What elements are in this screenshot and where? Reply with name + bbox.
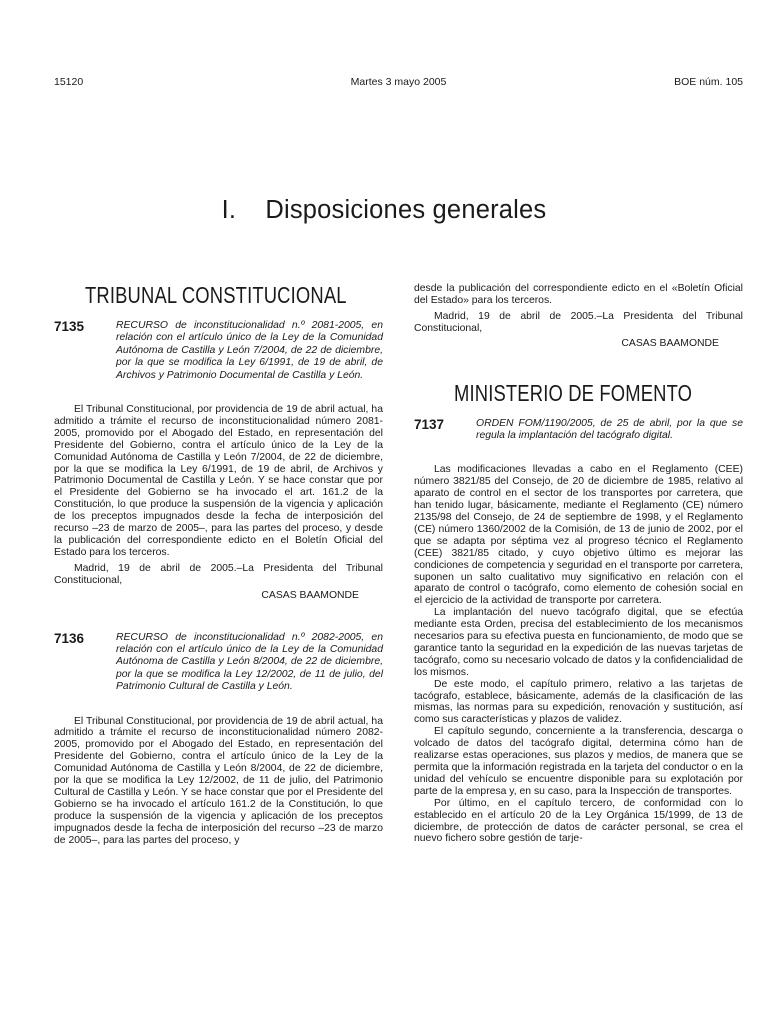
issue-date: Martes 3 mayo 2005 xyxy=(350,76,447,88)
entry-summary: RECURSO de inconstitucionalidad n.º 2081-2005, en relación con el artículo único de la Ley de la Comunidad Autónoma de Castilla y León 7/2004, de 22 de diciembre, por la que se modifica la Ley 6/1991, de 19 de abril, de Archivos y Patrimonio Documental de Castilla y León. xyxy=(116,320,383,381)
entry-7136 xyxy=(54,632,383,694)
entry-number: 7136 xyxy=(54,630,85,646)
entry-paragraph: El capítulo segundo, concerniente a la transferencia, descarga o volcado de datos del tacógrafo digital, determina cómo han de realizarse estas operaciones, sus plazos y medios, de manera que se permita que la información registrada en la tarjeta del conductor o en la unidad del vehículo se encuentre disponible para su explotación por parte de la empresa y, en su caso, para la Inspección de transportes. xyxy=(414,726,743,797)
entry-body: El Tribunal Constitucional, por providencia de 19 de abril actual, ha admitido a trámite el recurso de inconstitucionalidad número 2081-2005, promovido por el Abogado del Estado, en representación del Presidente del Gobierno, contra el artículo único de la Ley de la Comunidad Autónoma de Castilla y León 7/2004, de 22 de diciembre, por la que se modifica la Ley 6/1991, de 19 de abril, de Archivos y Patrimonio Documental de Castilla y León. Y se hace constar que por el Presidente del Gobierno se ha invocado el art. 161.2 de la Constitución, lo que produce la suspensión de la vigencia y aplicación de los preceptos impugnados desde la fecha de interposición del recurso –23 de marzo de 2005–, para las partes del proceso, y desde la publicación del correspondiente edicto en el Boletín Oficial del Estado para los terceros. xyxy=(54,404,383,558)
entry-body: El Tribunal Constitucional, por providencia de 19 de abril actual, ha admitido a trámite el recurso de inconstitucionalidad número 2082-2005, promovido por el Abogado del Estado, en representación del Presidente del Gobierno, contra el artículo único de la Ley de la Comunidad Autónoma de Castilla y León 8/2004, de 22 de diciembre, por la que se modifica la Ley 12/2002, de 11 de julio, del Patrimonio Cultural de Castilla y León. Y se hace constar que por el Presidente del Gobierno se ha invocado el artículo 161.2 de la Constitución, lo que produce la suspensión de la vigencia y aplicación de los preceptos impugnados desde la fecha de interposición del recurso –23 de marzo de 2005–, para las partes del proceso, y xyxy=(54,715,383,846)
entry-continuation: desde la publicación del correspondiente edicto en el «Boletín Oficial del Estado» para los terceros. xyxy=(414,283,743,306)
signature: CASAS BAAMONDE xyxy=(621,337,719,349)
signature: CASAS BAAMONDE xyxy=(261,589,359,601)
entry-closing: Madrid, 19 de abril de 2005.–La Presidenta del Tribunal Constitucional, xyxy=(414,310,743,334)
entry-number: 7135 xyxy=(54,319,85,334)
entry-7137 xyxy=(414,418,743,443)
entry-summary: ORDEN FOM/1190/2005, de 25 de abril, por la que se regula la implantación del tacógrafo digital. xyxy=(476,417,743,441)
entry-paragraph: Por último, en el capítulo tercero, de conformidad con lo establecido en el artículo 20 de la Ley Orgánica 15/1999, de 13 de diciembre, de protección de datos de carácter personal, se crea el nuevo fichero sobre gestión de tarje- xyxy=(414,797,743,845)
publication-number: BOE núm. 105 xyxy=(674,76,743,88)
institution-heading-tribunal: TRIBUNAL CONSTITUCIONAL xyxy=(85,282,347,308)
entry-number: 7137 xyxy=(414,416,445,432)
entry-paragraph: La implantación del nuevo tacógrafo digital, que se efectúa mediante esta Orden, precisa del establecimiento de los mecanismos necesarios para su efectiva puesta en funcionamiento, de modo que se garantice tanto la seguridad en la expedición de las nuevas tarjetas de tacógrafo, como su necesario volcado de datos y la confidencialidad de los mismos. xyxy=(414,607,743,678)
entry-summary: RECURSO de inconstitucionalidad n.º 2082-2005, en relación con el artículo único de la Ley de la Comunidad Autónoma de Castilla y León 8/2004, de 22 de diciembre, por la que se modifica la Ley 12/2002, de 11 de julio, del Patrimonio Cultural de Castilla y León. xyxy=(116,631,383,693)
entry-paragraph: Las modificaciones llevadas a cabo en el Reglamento (CEE) número 3821/85 del Consejo, de 20 de diciembre de 1985, relativo al aparato de control en el sector de los transportes por carretera, que han tenido lugar, básicamente, mediante el Reglamento (CE) número 2135/98 del Consejo, de 24 de septiembre de 1998, y el Reglamento (CE) número 1360/2002 de la Comisión, de 13 de junio de 2002, por el que se adapta por séptima vez al progreso técnico el Reglamento (CEE) 3821/85 citado, y cuyo objetivo último es mejorar las condiciones de competencia y seguridad en el transporte por carretera, suponen un salto cualitativo muy significativo en relación con el aparato de control o tacógrafo, como elemento de cohesión social en el ejercicio de la actividad de transporte por carretera. xyxy=(414,464,743,607)
section-title: I. Disposiciones generales xyxy=(221,196,547,224)
entry-paragraph: De este modo, el capítulo primero, relativo a las tarjetas de tacógrafo, establece, básicamente, además de la clasificación de las mismas, las normas para su expedición, renovación y sustitución, así como sus características y plazos de validez. xyxy=(414,678,743,726)
page-number: 15120 xyxy=(54,76,84,88)
right-column xyxy=(414,280,743,845)
entry-closing: Madrid, 19 de abril de 2005.–La Presidenta del Tribunal Constitucional, xyxy=(54,562,383,586)
running-header xyxy=(54,76,743,90)
left-column xyxy=(54,280,383,847)
entry-7135 xyxy=(54,320,383,382)
institution-heading-fomento: MINISTERIO DE FOMENTO xyxy=(454,379,693,406)
